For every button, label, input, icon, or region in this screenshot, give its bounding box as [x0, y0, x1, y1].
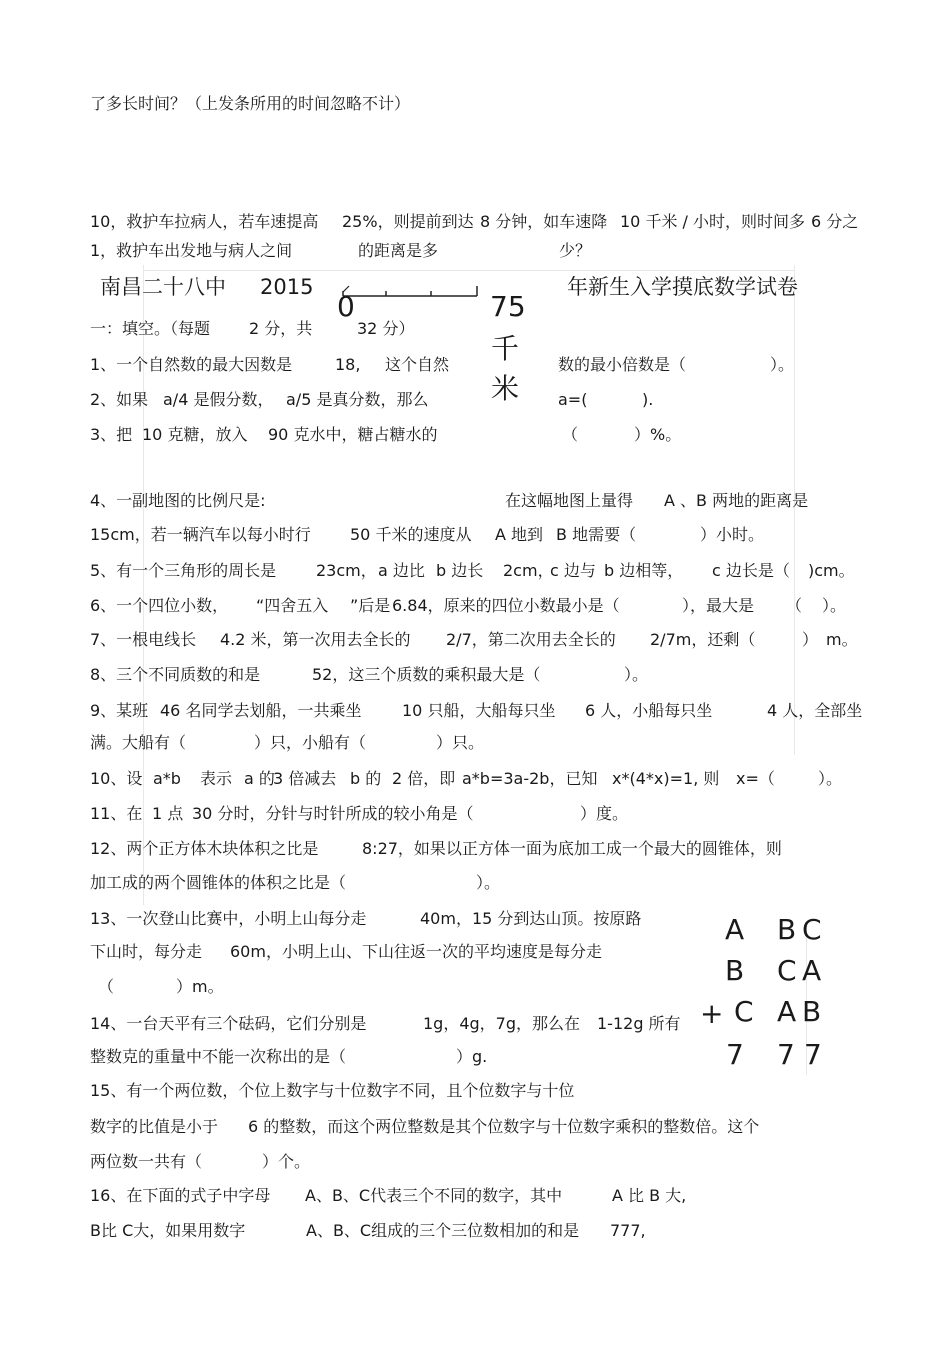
- q10-text-i: x*(4*x)=1, 则: [612, 769, 720, 788]
- q14-text-c: 1-12g 所有: [597, 1014, 681, 1033]
- q13-text-a: 13、一次登山比赛中，小明上山每分走: [90, 909, 367, 928]
- map-scale-bar: [335, 282, 485, 312]
- q14-text-e: ）g.: [456, 1047, 488, 1066]
- q10-text-k: ）。: [818, 769, 843, 788]
- q6-text-g: ）。: [822, 596, 847, 615]
- q16-text-a: 16、在下面的式子中字母: [90, 1186, 271, 1205]
- scale-unit-char2: 米: [491, 372, 520, 405]
- faint-border-right: [794, 265, 795, 755]
- q2-text-b: a/4 是假分数，: [163, 390, 274, 409]
- addition-r1c3: C: [802, 913, 822, 946]
- q13-text-e: （: [98, 977, 115, 996]
- scale-value-label: 75: [490, 290, 526, 323]
- q3-text-c: 90 克水中，糖占糖水的: [268, 425, 438, 444]
- q10-text-h: a*b=3a-2b，已知: [462, 769, 598, 788]
- q7-text-e: ）: [802, 630, 819, 649]
- q1-text-a: 1、一个自然数的最大因数是: [90, 355, 293, 374]
- q6-text-e: ），最大是: [682, 596, 755, 615]
- addition-r2c2: C: [777, 954, 797, 987]
- q5-text-a: 5、有一个三角形的周长是: [90, 561, 277, 580]
- q9-text-c: 10 只船，大船每只坐: [402, 701, 556, 720]
- q3-text-b: 10 克糖，放入: [142, 425, 248, 444]
- q5-text-g: b 边相等，: [604, 561, 684, 580]
- addition-r3c3: B: [802, 995, 822, 1028]
- title-school: 南昌二十八中: [100, 275, 226, 299]
- scale-unit-char1: 千: [491, 332, 520, 365]
- q1-text-d: 数的最小倍数是（: [558, 355, 687, 374]
- prev-q10-line2-part2: 的距离是多: [358, 241, 439, 260]
- section-heading-part3: 32 分）: [357, 319, 415, 338]
- section-heading-part2: 2 分，共: [249, 319, 313, 338]
- q4-text-c: A 、B 两地的距离是: [664, 491, 809, 510]
- q11-text-c: 30 分时，分针与时针所成的较小角是（: [192, 804, 474, 823]
- scale-zero-label: 0: [337, 290, 355, 323]
- q4-text-g: B 地需要（: [556, 525, 637, 544]
- q11-text-a: 11、在: [90, 804, 143, 823]
- q9-text-g: ）只，小船有（: [254, 733, 367, 752]
- faint-border-top: [143, 270, 795, 271]
- prev-q10-line1-part3: 8 分钟，如车速降: [480, 212, 608, 231]
- addition-r2c3: A: [802, 954, 822, 987]
- q3-text-e: ）%。: [634, 425, 682, 444]
- q10-text-c: 表示: [200, 769, 233, 788]
- q10-text-b: a*b: [153, 769, 181, 788]
- prev-q10-line1-part1: 10，救护车拉病人，若车速提高: [90, 212, 319, 231]
- q13-text-c: 下山时，每分走: [90, 942, 203, 961]
- q15-text-a: 15、有一个两位数，个位上数字与十位数字不同，且个位数字与十位: [90, 1081, 575, 1100]
- q14-text-a: 14、一台天平有三个砝码，它们分别是: [90, 1014, 367, 1033]
- q4-text-e: 50 千米的速度从: [350, 525, 472, 544]
- q12-text-c: 加工成的两个圆锥体的体积之比是（: [90, 873, 347, 892]
- q15-text-d: 两位数一共有（: [90, 1152, 203, 1171]
- q6-text-c: ”后是: [350, 596, 391, 615]
- q5-text-c: a 边比: [378, 561, 425, 580]
- q4-text-a: 4、一副地图的比例尺是:: [90, 491, 266, 510]
- q5-text-i: )cm。: [808, 561, 855, 580]
- q5-text-b: 23cm，: [316, 561, 377, 580]
- q2-text-c: a/5 是真分数，那么: [286, 390, 429, 409]
- q2-text-a: 2、如果: [90, 390, 149, 409]
- addition-r3c1: C: [734, 995, 754, 1028]
- q2-text-e: ).: [642, 390, 654, 409]
- q4-text-d: 15cm，若一辆汽车以每小时行: [90, 525, 311, 544]
- title-exam-name: 年新生入学摸底数学试卷: [567, 275, 798, 299]
- q1-text-e: ）。: [770, 355, 795, 374]
- q12-text-a: 12、两个正方体木块体积之比是: [90, 839, 319, 858]
- q14-text-b: 1g，4g，7g，那么在: [423, 1014, 581, 1033]
- q7-text-a: 7、一根电线长: [90, 630, 197, 649]
- q9-text-d: 6 人，小船每只坐: [585, 701, 713, 720]
- addition-sum-digit2: 7: [777, 1038, 795, 1071]
- title-year: 2015: [260, 275, 314, 299]
- q4-text-b: 在这幅地图上量得: [505, 491, 634, 510]
- q16-text-d: B比 C大，如果用数字: [90, 1221, 246, 1240]
- addition-sum-digit3: 7: [804, 1038, 822, 1071]
- q6-text-a: 6、一个四位小数，: [90, 596, 229, 615]
- q8-text-c: ）。: [624, 665, 649, 684]
- prev-q10-line1-part5: 6 分之: [811, 212, 859, 231]
- q8-text-a: 8、三个不同质数的和是: [90, 665, 261, 684]
- prev-q10-line1-part4: 10 千米 / 小时，则时间多: [620, 212, 806, 231]
- addition-plus-sign: +: [700, 997, 724, 1030]
- previous-question-tail: 了多长时间？（上发条所用的时间忽略不计）: [90, 94, 411, 113]
- q5-text-d: b 边长: [436, 561, 484, 580]
- q9-text-a: 9、某班: [90, 701, 149, 720]
- addition-sum-digit1: 7: [726, 1038, 744, 1071]
- q11-text-d: ）度。: [580, 804, 629, 823]
- q12-text-b: 8:27，如果以正方体一面为底加工成一个最大的圆锥体，则: [362, 839, 782, 858]
- q13-text-d: 60m，小明上山、下山往返一次的平均速度是每分走: [230, 942, 602, 961]
- q7-text-f: m。: [826, 630, 858, 649]
- prev-q10-line2-part1: 1，救护车出发地与病人之间: [90, 241, 293, 260]
- q14-text-d: 整数克的重量中不能一次称出的是（: [90, 1047, 347, 1066]
- q9-text-e: 4 人，全部坐: [767, 701, 863, 720]
- q10-text-f: b 的: [350, 769, 382, 788]
- q13-text-b: 40m，15 分到达山顶。按原路: [420, 909, 642, 928]
- q5-text-h: c 边长是（: [712, 561, 790, 580]
- q6-text-b: “四舍五入: [256, 596, 329, 615]
- q15-text-c: 6 的整数，而这个两位整数是其个位数字与十位数字乘积的整数倍。这个: [248, 1117, 760, 1136]
- addition-r1c1: A: [725, 913, 745, 946]
- q7-text-c: 2/7，第二次用去全长的: [446, 630, 616, 649]
- prev-q10-line1-part2: 25%，则提前到达: [342, 212, 474, 231]
- q16-text-b: A、B、C代表三个不同的数字，其中: [305, 1186, 563, 1205]
- q2-text-d: a=(: [558, 390, 588, 409]
- q16-text-c: A 比 B 大,: [612, 1186, 687, 1205]
- q1-text-c: 这个自然: [385, 355, 450, 374]
- addition-r3c2: A: [777, 995, 797, 1028]
- q11-text-b: 1 点: [152, 804, 184, 823]
- q3-text-d: （: [562, 425, 579, 444]
- q10-text-j: x=（: [736, 769, 775, 788]
- q8-text-b: 52，这三个质数的乘积最大是（: [312, 665, 541, 684]
- q7-text-b: 4.2 米，第一次用去全长的: [220, 630, 411, 649]
- q3-text-a: 3、把: [90, 425, 133, 444]
- q4-text-h: ）小时。: [700, 525, 765, 544]
- q10-text-g: 2 倍，即: [392, 769, 456, 788]
- q7-text-d: 2/7m，还剩（: [650, 630, 756, 649]
- q10-text-e: 3 倍减去: [273, 769, 337, 788]
- q10-text-d: a 的: [244, 769, 275, 788]
- q10-text-a: 10、设: [90, 769, 143, 788]
- addition-r1c2: B: [777, 913, 797, 946]
- q5-text-e: 2cm，: [503, 561, 554, 580]
- q12-text-d: ）。: [476, 873, 501, 892]
- q6-text-f: （: [786, 596, 803, 615]
- addition-r2c1: B: [725, 954, 745, 987]
- prev-q10-line2-part3: 少？: [559, 241, 592, 260]
- q6-text-d: 6.84，原来的四位小数最小是（: [392, 596, 620, 615]
- q16-text-f: 777,: [610, 1221, 646, 1240]
- q5-text-f: c 边与: [550, 561, 596, 580]
- q13-text-f: ）m。: [176, 977, 224, 996]
- q9-text-h: ）只。: [436, 733, 485, 752]
- q9-text-f: 满。大船有（: [90, 733, 187, 752]
- q4-text-f: A 地到: [495, 525, 544, 544]
- q9-text-b: 46 名同学去划船，一共乘坐: [160, 701, 362, 720]
- section-heading-part1: 一：填空。（每题: [90, 319, 211, 338]
- q15-text-e: ）个。: [262, 1152, 311, 1171]
- q1-text-b: 18,: [335, 355, 361, 374]
- q16-text-e: A、B、C组成的三个三位数相加的和是: [306, 1221, 580, 1240]
- q15-text-b: 数字的比值是小于: [90, 1117, 219, 1136]
